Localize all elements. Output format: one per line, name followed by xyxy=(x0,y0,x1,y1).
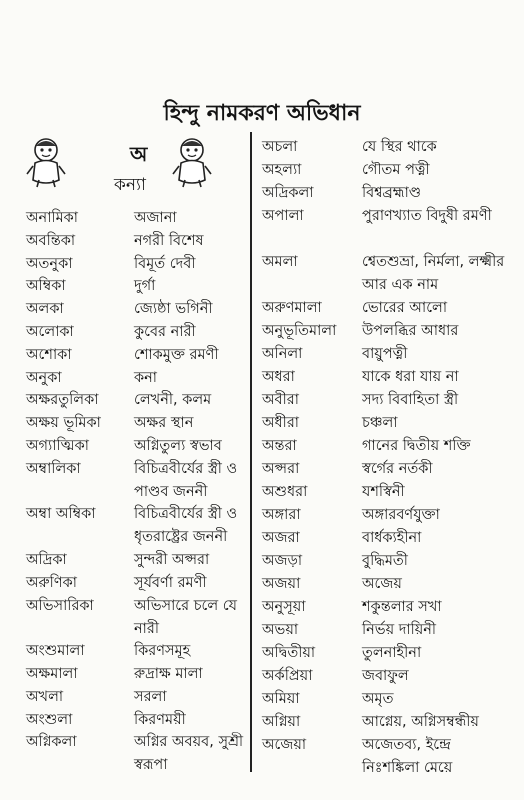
entry-meaning: গৌতম পত্নী xyxy=(362,162,430,178)
section-gender: কন্যা xyxy=(114,175,146,195)
entry-meaning: বার্ধক্যহীনা xyxy=(362,530,422,546)
entry-name: অরুণমালা xyxy=(262,300,322,316)
entry-meaning: শ্বেতশুভ্রা, নির্মলা, লক্ষ্মীর আর এক নাম xyxy=(362,254,505,293)
entry-meaning: অভিসারে চলে যে নারী xyxy=(134,597,238,637)
entry-name: অদ্বিতীয়া xyxy=(262,645,316,661)
entry-name: অংশুলা xyxy=(26,711,73,728)
entry-meaning: অঙ্গারবর্ণযুক্তা xyxy=(362,507,440,523)
name-entry xyxy=(262,458,512,481)
name-entry xyxy=(26,663,248,686)
entry-meaning: সুন্দরী অপ্সরা xyxy=(134,551,210,568)
name-entry xyxy=(262,182,512,205)
entry-meaning: অগ্নিতুল্য স্বভাব xyxy=(134,437,222,454)
entry-name: অহল্যা xyxy=(262,162,302,178)
name-entry xyxy=(262,297,512,320)
entry-name: অজেয়া xyxy=(262,737,307,753)
entry-meaning: শোকমুক্ত রমণী xyxy=(134,346,219,363)
name-entry xyxy=(262,734,512,780)
entry-name: অতনুকা xyxy=(26,255,73,272)
entry-name: অবীরা xyxy=(262,392,299,408)
name-entry xyxy=(262,320,512,343)
entry-name: অদ্রিকা xyxy=(26,551,67,568)
entry-meaning: লেখনী, কলম xyxy=(134,392,212,409)
entry-name: অগ্যাত্মিকা xyxy=(26,437,89,454)
entry-meaning: নির্ভয় দায়িনী xyxy=(362,622,437,638)
entry-name: অগ্নিকলা xyxy=(26,734,77,751)
entry-name: অলোকা xyxy=(26,323,74,340)
entry-meaning: জ্যেষ্ঠা ভগিনী xyxy=(134,301,213,318)
name-entry xyxy=(26,640,248,663)
name-entry xyxy=(262,642,512,665)
entry-meaning: বায়ুপত্নী xyxy=(362,346,408,362)
name-entry xyxy=(262,688,512,711)
name-entry xyxy=(262,550,512,573)
entry-name: অদ্রিকলা xyxy=(262,185,314,201)
entry-meaning: শকুন্তলার সখা xyxy=(362,599,442,615)
name-entry xyxy=(26,458,248,504)
entry-name: অপালা xyxy=(262,208,304,224)
entry-name: অম্বিকা xyxy=(26,278,66,295)
name-entry xyxy=(26,207,248,230)
baby-right-icon xyxy=(172,136,212,188)
entry-meaning: বিচিত্রবীর্যের স্ত্রী ও পাণ্ডব জননী xyxy=(134,460,238,500)
entry-meaning: উপলব্ধির আধার xyxy=(362,323,459,339)
name-entry xyxy=(262,481,512,504)
entry-name: অচলা xyxy=(262,139,298,155)
name-entry xyxy=(26,230,248,253)
entry-name: অলকা xyxy=(26,301,64,318)
entry-meaning: পুরাণখ্যাত বিদুষী রমণী xyxy=(362,208,492,224)
entry-name: অক্ষরতুলিকা xyxy=(26,392,99,409)
name-entry xyxy=(26,595,248,641)
name-entry xyxy=(26,344,248,367)
name-entry xyxy=(26,435,248,458)
entry-name: অবন্তিকা xyxy=(26,232,76,249)
entry-name: অঙ্গারা xyxy=(262,507,301,523)
name-entry xyxy=(262,435,512,458)
entry-meaning: আগ্নেয়, অগ্নিসম্বন্ধীয় xyxy=(362,714,479,730)
entry-meaning: চঞ্চলা xyxy=(362,415,398,431)
entry-meaning: সরলা xyxy=(134,688,167,705)
entry-meaning: কিরণময়ী xyxy=(134,711,186,728)
name-entry xyxy=(262,527,512,550)
entry-name: অনিলা xyxy=(262,346,303,362)
entry-meaning: গানের দ্বিতীয় শক্তি xyxy=(362,438,471,454)
entry-name: অশোকা xyxy=(26,346,72,363)
entry-name: অমলা xyxy=(262,254,298,270)
name-entry xyxy=(262,205,512,251)
entry-meaning: বিশ্বব্রহ্মাণ্ড xyxy=(362,185,422,201)
name-entry xyxy=(26,549,248,572)
name-entry xyxy=(262,366,512,389)
entry-meaning: রুদ্রাক্ষ মালা xyxy=(134,665,203,682)
entry-meaning: অমৃত xyxy=(362,691,394,707)
name-entry xyxy=(26,298,248,321)
name-entry xyxy=(262,412,512,435)
entry-name: অভয়া xyxy=(262,622,299,638)
entry-meaning: অজেয় xyxy=(362,576,402,592)
entry-meaning: যাকে ধরা যায় না xyxy=(362,369,459,385)
entry-name: অমিয়া xyxy=(262,691,300,707)
entry-name: অপ্সরা xyxy=(262,461,300,477)
entry-name: অক্ষমালা xyxy=(26,665,78,682)
name-entry xyxy=(26,367,248,390)
entry-meaning: কিরণসমূহ xyxy=(134,643,191,660)
baby-left-icon xyxy=(26,136,66,188)
entry-meaning: অক্ষর স্থান xyxy=(134,415,194,432)
entry-meaning: সূর্যবর্ণা রমণী xyxy=(134,574,207,591)
entry-name: অগ্নিয়া xyxy=(262,714,301,730)
entry-name: অম্বালিকা xyxy=(26,460,81,477)
entry-name: অম্বা অম্বিকা xyxy=(26,506,96,523)
entry-meaning: কনা xyxy=(134,369,158,386)
name-entry xyxy=(262,343,512,366)
right-column xyxy=(262,136,512,780)
section-header xyxy=(22,132,242,202)
entry-name: অক্ষয় ভূমিকা xyxy=(26,415,101,432)
entry-name: অভিসারিকা xyxy=(26,597,94,614)
page-title: হিন্দু নামকরণ অভিধান xyxy=(163,101,361,126)
entry-meaning: বিচিত্রবীর্যের স্ত্রী ও ধৃতরাষ্ট্রের জননী xyxy=(134,506,238,546)
entry-name: অংশুমালা xyxy=(26,643,85,660)
entry-name: অজড়া xyxy=(262,553,303,569)
entry-name: অশুধরা xyxy=(262,484,308,500)
name-entry xyxy=(26,572,248,595)
left-column xyxy=(26,207,248,777)
name-entry xyxy=(262,619,512,642)
entry-meaning: বুদ্ধিমতী xyxy=(362,553,408,569)
entry-meaning: অজেতব্য, ইন্দ্রে নিঃশঙ্কিলা মেয়ে xyxy=(362,737,453,776)
entry-meaning: নগরী বিশেষ xyxy=(134,232,204,249)
name-entry xyxy=(26,686,248,709)
entry-name: অধরা xyxy=(262,369,295,385)
entry-meaning: তুলনাহীনা xyxy=(362,645,422,661)
entry-meaning: দুর্গা xyxy=(134,278,156,295)
entry-meaning: কুবের নারী xyxy=(134,323,196,340)
entry-name: অর্কপ্রিয়া xyxy=(262,668,313,684)
name-entry xyxy=(262,136,512,159)
entry-meaning: বিমূর্ত দেবী xyxy=(134,255,196,272)
section-letter: অ xyxy=(130,142,148,166)
name-entry xyxy=(26,275,248,298)
name-entry xyxy=(262,504,512,527)
entry-name: অখলা xyxy=(26,688,64,705)
entry-name: অনুসূয়া xyxy=(262,599,306,615)
name-entry xyxy=(26,253,248,276)
entry-name: অজয়া xyxy=(262,576,301,592)
entry-name: অনুভূতিমালা xyxy=(262,323,337,339)
name-entry xyxy=(26,731,248,777)
name-entry xyxy=(262,665,512,688)
name-entry xyxy=(262,159,512,182)
name-entry xyxy=(262,596,512,619)
name-entry xyxy=(262,251,512,297)
entry-name: অজরা xyxy=(262,530,300,546)
name-entry xyxy=(262,573,512,596)
entry-name: অনামিকা xyxy=(26,210,78,226)
entry-name: অনুকা xyxy=(26,369,62,386)
entry-meaning: জবাফুল xyxy=(362,668,409,684)
entry-meaning: অগ্নির অবয়ব, সুশ্রী স্বরূপা xyxy=(134,734,244,774)
name-entry xyxy=(26,389,248,412)
entry-meaning: সদ্য বিবাহিতা স্ত্রী xyxy=(362,392,459,408)
name-entry xyxy=(26,412,248,435)
name-entry xyxy=(26,709,248,732)
column-divider xyxy=(250,132,252,772)
entry-meaning: যে স্থির থাকে xyxy=(362,139,437,155)
name-entry xyxy=(26,321,248,344)
name-entry xyxy=(262,711,512,734)
entry-name: অধীরা xyxy=(262,415,300,431)
entry-meaning: অজানা xyxy=(134,210,177,226)
name-entry xyxy=(262,389,512,412)
entry-meaning: যশস্বিনী xyxy=(362,484,405,500)
name-entry xyxy=(26,503,248,549)
entry-meaning: ভোরের আলো xyxy=(362,300,448,316)
entry-name: অরুণিকা xyxy=(26,574,77,591)
entry-name: অন্তরা xyxy=(262,438,297,454)
entry-meaning: স্বর্গের নর্তকী xyxy=(362,461,433,477)
